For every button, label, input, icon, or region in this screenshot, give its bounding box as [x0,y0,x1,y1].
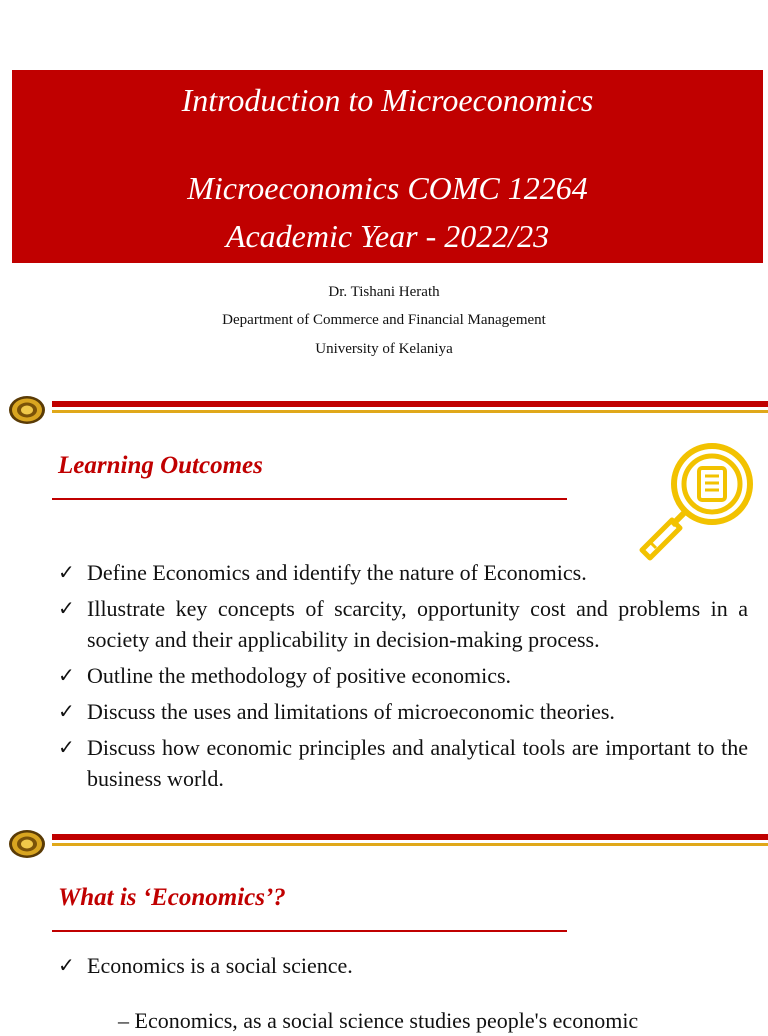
university-seal-icon [8,395,46,425]
list-item: ✓ Define Economics and identify the nature of Economics. [58,557,748,588]
department-name: Department of Commerce and Financial Management [222,312,546,328]
lecturer-name: Dr. Tishani Herath [328,284,440,300]
what-is-economics-list [58,950,748,986]
check-icon: ✓ [58,699,75,723]
check-icon: ✓ [58,560,75,584]
sub-list-item: – Economics, as a social science studies people's economic [118,1008,639,1033]
magnifier-document-icon [636,438,760,562]
section-rule-gold [52,410,768,413]
academic-year: Academic Year - 2022/23 [225,218,550,254]
check-icon: ✓ [58,596,75,620]
check-icon: ✓ [58,663,75,687]
university-seal-icon [8,829,46,859]
learning-outcomes-heading: Learning Outcomes [58,452,263,479]
list-item: ✓ Discuss how economic principles and analytical tools are important to the business world. [58,732,748,794]
course-code: Microeconomics COMC 12264 [187,170,588,206]
check-icon: ✓ [58,953,75,977]
list-item: ✓ Economics is a social science. [58,950,748,981]
section-rule-red [52,834,768,840]
list-item: ✓ Discuss the uses and limitations of microeconomic theories. [58,696,748,727]
heading-underline [52,498,567,500]
what-is-economics-heading: What is ‘Economics’? [58,884,286,911]
title-banner [12,70,763,263]
section-rule-gold [52,843,768,846]
learning-outcomes-list [58,557,748,799]
check-icon: ✓ [58,735,75,759]
university-name: University of Kelaniya [315,341,453,357]
heading-underline [52,930,567,932]
list-item: ✓ Outline the methodology of positive economics. [58,660,748,691]
presentation-title: Introduction to Microeconomics [181,82,594,118]
list-item: ✓ Illustrate key concepts of scarcity, opportunity cost and problems in a society and their applicability in decision-making process. [58,593,748,655]
section-rule-red [52,401,768,407]
